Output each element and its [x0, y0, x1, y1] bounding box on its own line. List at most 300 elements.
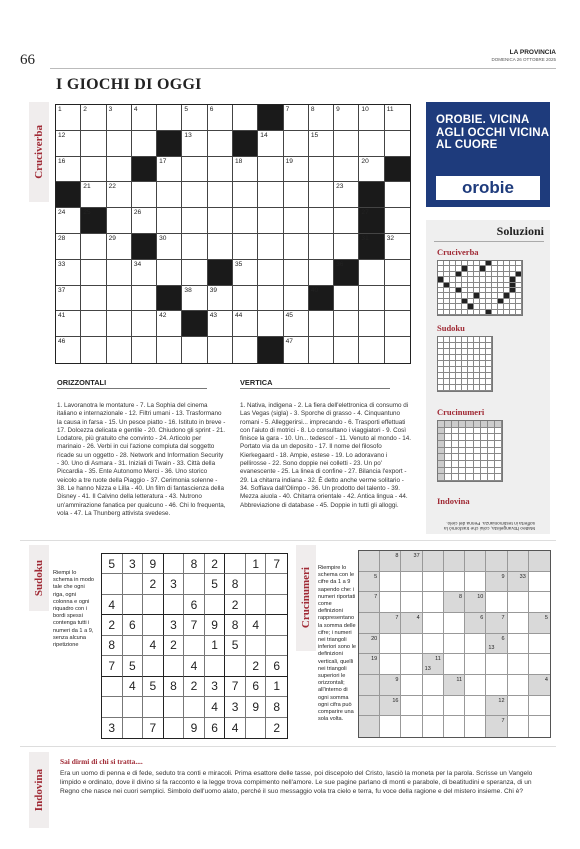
crucinumeri-cell[interactable] — [401, 572, 422, 593]
crossword-cell[interactable] — [107, 311, 132, 337]
mini-cell — [445, 428, 452, 435]
crossword-cell[interactable] — [334, 311, 359, 337]
sudoku-cell: 2 — [273, 720, 281, 735]
down-text: 1. Nativa, indigena - 2. La fiera dell'elettronica di consumo di Las Vegas (sigla) - 3. Sporche di grasso - 4. Cinquantuno romani - 5. Alleggerirsi... imprecando - 6. Trasporti effettuati con l'aiuto di motrici - 8. Lo consultano i viaggiatori - 9. Così finisce la gara - 10. Un... tedesco! - 11. Venuto al mondo - 14. Portato via da un deposito - 17. Il nome del filosofo Kierkegaard - 18. Ampie, estese - 19. Lo adoravano i pellirosse - 22. Sono doppie nei colletti - 23. Un po' evanescente - 25. La linea di confine - 27. Bilancia l'export - 29. La chitarra indiana - 32. È detto anche verme solitario - 34. Soffiava dall'Olimpo - 36. Un prodotto del talento - 39. Mezza aiuola - 40. Chitarra orientale - 42. Antica lingua - 44. Abbreviazione di database - 45. Doppie in tutti gli alloggi. — [240, 402, 412, 509]
crossword-cell[interactable] — [284, 260, 309, 286]
crossword-cell[interactable] — [334, 105, 359, 131]
sudoku-cell[interactable] — [184, 697, 205, 717]
crossword-cell[interactable] — [309, 208, 334, 234]
crossword-cell[interactable] — [81, 157, 106, 183]
mini-cell — [452, 474, 459, 481]
crossword-cell[interactable] — [385, 208, 410, 234]
sudoku-cell: 2 — [225, 595, 246, 615]
crucinumeri-clue: 12 — [498, 697, 505, 704]
mini-cell — [474, 421, 481, 428]
crossword-cell[interactable] — [208, 311, 233, 337]
crossword-cell[interactable] — [258, 157, 283, 183]
crossword-cell[interactable] — [81, 234, 106, 260]
crucinumeri-cell[interactable] — [465, 696, 486, 717]
sudoku-instructions: Riempi lo schema in modo tale che ogni riga, ogni colonna e ogni riquadro con i bordi spessi contenga tutti i numeri da 1 a 9, senza alcuna ripetizione — [53, 570, 95, 649]
crucinumeri-clue: 9 — [395, 676, 399, 683]
crucinumeri-cell[interactable] — [401, 696, 422, 717]
orobie-ad[interactable] — [426, 102, 550, 207]
sudoku-cell[interactable] — [225, 656, 246, 676]
mini-cell — [488, 421, 495, 428]
crossword-cell[interactable] — [81, 105, 106, 131]
crossword-cell[interactable] — [208, 182, 233, 208]
crossword-cell[interactable] — [385, 337, 410, 363]
crucinumeri-cell[interactable] — [444, 634, 465, 655]
crossword-cell-number: 34 — [133, 260, 142, 268]
crossword-cell[interactable] — [385, 182, 410, 208]
mini-cell — [466, 441, 473, 448]
crucinumeri-clue: 8 — [459, 594, 463, 601]
crossword-cell-number: 27 — [361, 209, 369, 217]
crucinumeri-clue-cell — [486, 634, 507, 655]
crossword-cell[interactable] — [334, 131, 359, 157]
mini-cell — [466, 428, 473, 435]
crossword-cell[interactable] — [309, 234, 334, 260]
crucinumeri-cell[interactable] — [465, 634, 486, 655]
crossword-cell[interactable] — [107, 131, 132, 157]
crossword-cell[interactable] — [284, 131, 309, 157]
crossword-cell[interactable] — [258, 311, 283, 337]
crucinumeri-cell[interactable] — [529, 634, 550, 655]
crossword-cell-number: 42 — [159, 312, 167, 320]
crucinumeri-clue: 16 — [392, 697, 399, 704]
crossword-cell[interactable] — [157, 105, 182, 131]
sudoku-cell[interactable] — [266, 636, 287, 656]
mini-cell — [438, 454, 445, 461]
newspaper-name: LA PROVINCIA — [509, 49, 556, 56]
crossword-cell[interactable] — [81, 260, 106, 286]
crossword-cell[interactable] — [56, 286, 81, 312]
mini-cell — [481, 474, 488, 481]
mini-cell — [474, 468, 481, 475]
sudoku-cell: 8 — [184, 554, 205, 574]
crossword-cell[interactable] — [334, 337, 359, 363]
crucinumeri-cell[interactable] — [508, 696, 529, 717]
crossword-cell[interactable] — [81, 182, 106, 208]
crucinumeri-cell[interactable] — [529, 654, 550, 675]
crossword-cell[interactable] — [157, 157, 182, 183]
sudoku-cell[interactable] — [123, 574, 144, 594]
crossword-cell[interactable] — [56, 208, 81, 234]
crossword-cell[interactable] — [107, 105, 132, 131]
sudoku-cell: 8 — [266, 697, 287, 717]
crossword-cell[interactable] — [233, 311, 258, 337]
sudoku-cell: 9 — [184, 718, 205, 738]
crossword-cell[interactable] — [81, 337, 106, 363]
crossword-cell-number: 43 — [209, 312, 218, 320]
sudoku-cell: 7 — [102, 656, 123, 676]
crossword-cell[interactable] — [284, 286, 309, 312]
mini-cell — [445, 441, 452, 448]
crucinumeri-cell[interactable] — [508, 613, 529, 634]
crossword-cell[interactable] — [182, 260, 207, 286]
crossword-black-cell — [359, 182, 384, 208]
crossword-cell[interactable] — [56, 311, 81, 337]
solutions-rule — [434, 241, 544, 242]
crossword-cell[interactable] — [359, 311, 384, 337]
crossword-cell[interactable] — [334, 208, 359, 234]
crucinumeri-clue-cell — [529, 675, 550, 696]
sudoku-cell: 2 — [184, 677, 205, 697]
mini-cell — [495, 461, 502, 468]
crossword-cell[interactable] — [107, 337, 132, 363]
crucinumeri-cell[interactable] — [508, 634, 529, 655]
crossword-cell[interactable] — [284, 105, 309, 131]
crossword-cell[interactable] — [385, 286, 410, 312]
crossword-cell[interactable] — [132, 131, 157, 157]
section-divider-2 — [20, 746, 556, 747]
sudoku-cell[interactable] — [143, 595, 164, 615]
crossword-cell[interactable] — [309, 131, 334, 157]
crossword-cell[interactable] — [309, 337, 334, 363]
mini-cell — [459, 461, 466, 468]
sudoku-cell: 9 — [246, 697, 267, 717]
crossword-cell[interactable] — [157, 208, 182, 234]
sudoku-cell[interactable] — [246, 636, 267, 656]
crucinumeri-clue: 8 — [395, 553, 399, 559]
crossword-cell[interactable] — [208, 286, 233, 312]
crucinumeri-cell[interactable] — [465, 675, 486, 696]
crossword-cell[interactable] — [132, 311, 157, 337]
crossword-cell[interactable] — [334, 157, 359, 183]
crossword-cell-number: 46 — [58, 338, 66, 346]
crossword-cell[interactable] — [132, 105, 157, 131]
crucinumeri-cell[interactable] — [380, 654, 401, 675]
crossword-cell[interactable] — [208, 337, 233, 363]
crucinumeri-cell[interactable] — [423, 675, 444, 696]
crucinumeri-cell[interactable] — [444, 654, 465, 675]
crucinumeri-cell[interactable] — [423, 716, 444, 737]
crucinumeri-instructions: Riempire lo schema con le cifre da 1 a 9 sapendo che: i numeri riportati come definizioni rappresentano la somma delle cifre; i numeri nei triangoli inferiori sono le definizioni verticali, quelli nei triangoli superiori le orizzontali; all'interno di ogni somma ogni cifra può comparire una sola volta. — [318, 565, 356, 723]
crossword-cell-number: 37 — [58, 286, 66, 294]
crossword-cell[interactable] — [107, 208, 132, 234]
crucinumeri-clue: 7 — [501, 718, 505, 725]
crucinumeri-cell[interactable] — [423, 592, 444, 613]
crucinumeri-cell[interactable] — [380, 634, 401, 655]
sudoku-cell[interactable] — [123, 718, 144, 738]
mini-cell — [466, 421, 473, 428]
sudoku-cell[interactable] — [266, 595, 287, 615]
crossword-cell[interactable] — [233, 182, 258, 208]
sudoku-cell: 4 — [143, 636, 164, 656]
crossword-cell[interactable] — [182, 337, 207, 363]
crossword-cell[interactable] — [309, 311, 334, 337]
crossword-cell-number: 2 — [83, 106, 87, 113]
sudoku-cell[interactable] — [184, 636, 205, 656]
crucinumeri-cell — [359, 675, 380, 696]
crucinumeri-clue-cell — [380, 613, 401, 634]
crossword-cell[interactable] — [284, 311, 309, 337]
sudoku-cell[interactable] — [164, 554, 185, 574]
crossword-grid[interactable] — [55, 104, 411, 364]
mini-cell — [488, 461, 495, 468]
crossword-cell[interactable] — [56, 234, 81, 260]
sudoku-cell[interactable] — [164, 656, 185, 676]
crucinumeri-clue: 19 — [371, 656, 378, 663]
crossword-cell[interactable] — [309, 157, 334, 183]
page-title: I GIOCHI DI OGGI — [56, 76, 202, 93]
crossword-cell[interactable] — [309, 260, 334, 286]
sudoku-cell[interactable] — [102, 697, 123, 717]
crossword-cell[interactable] — [334, 286, 359, 312]
crucinumeri-cell[interactable] — [508, 592, 529, 613]
sudoku-cell: 7 — [225, 677, 246, 697]
crossword-cell[interactable] — [359, 260, 384, 286]
crucinumeri-cell[interactable] — [465, 572, 486, 593]
crucinumeri-clue-cell — [486, 716, 507, 737]
crossword-cell[interactable] — [182, 286, 207, 312]
crucinumeri-cell[interactable] — [508, 675, 529, 696]
crossword-cell[interactable] — [208, 131, 233, 157]
crossword-cell[interactable] — [157, 234, 182, 260]
mini-cell — [495, 468, 502, 475]
mini-cell — [445, 454, 452, 461]
crossword-cell[interactable] — [107, 260, 132, 286]
crossword-cell[interactable] — [258, 182, 283, 208]
crossword-cell[interactable] — [56, 131, 81, 157]
mini-cell — [438, 441, 445, 448]
crucinumeri-cell[interactable] — [486, 592, 507, 613]
sudoku-cell: 3 — [164, 615, 185, 635]
section-divider — [20, 540, 556, 541]
crossword-cell[interactable] — [309, 105, 334, 131]
crossword-cell[interactable] — [56, 105, 81, 131]
crossword-black-cell — [233, 131, 258, 157]
crossword-cell[interactable] — [107, 157, 132, 183]
crucinumeri-cell[interactable] — [423, 634, 444, 655]
mini-cell — [466, 454, 473, 461]
sudoku-cell[interactable] — [246, 574, 267, 594]
crossword-cell[interactable] — [385, 260, 410, 286]
crossword-cell[interactable] — [132, 337, 157, 363]
crucinumeri-cell[interactable] — [401, 654, 422, 675]
crucinumeri-cell[interactable] — [529, 572, 550, 593]
crossword-cell[interactable] — [157, 260, 182, 286]
crossword-cell-number: 33 — [58, 260, 66, 268]
crossword-cell[interactable] — [56, 260, 81, 286]
crossword-cell[interactable] — [107, 182, 132, 208]
crossword-cell[interactable] — [258, 286, 283, 312]
crossword-cell[interactable] — [233, 260, 258, 286]
crucinumeri-cell[interactable] — [465, 654, 486, 675]
crossword-cell[interactable] — [334, 182, 359, 208]
crucinumeri-cell — [359, 696, 380, 717]
crucinumeri-clue: 6 — [501, 635, 505, 642]
crossword-cell[interactable] — [182, 208, 207, 234]
crossword-cell[interactable] — [233, 208, 258, 234]
crucinumeri-cell[interactable] — [444, 613, 465, 634]
crossword-cell[interactable] — [182, 182, 207, 208]
crucinumeri-cell[interactable] — [508, 654, 529, 675]
crucinumeri-clue-cell — [359, 572, 380, 593]
crossword-cell[interactable] — [182, 157, 207, 183]
mini-cell — [481, 434, 488, 441]
crossword-cell[interactable] — [385, 311, 410, 337]
crossword-cell[interactable] — [132, 286, 157, 312]
crossword-cell[interactable] — [107, 234, 132, 260]
crucinumeri-cell[interactable] — [444, 716, 465, 737]
crossword-cell[interactable] — [56, 157, 81, 183]
sudoku-cell[interactable] — [246, 718, 267, 738]
crossword-cell-number: 14 — [260, 131, 268, 139]
crucinumeri-grid[interactable] — [358, 550, 551, 738]
crucinumeri-cell[interactable] — [423, 696, 444, 717]
crossword-cell[interactable] — [132, 182, 157, 208]
sudoku-cell[interactable] — [246, 595, 267, 615]
crossword-cell[interactable] — [284, 182, 309, 208]
crossword-cell[interactable] — [258, 260, 283, 286]
crossword-cell[interactable] — [208, 234, 233, 260]
crucinumeri-cell[interactable] — [380, 592, 401, 613]
down-clues — [240, 378, 412, 510]
sudoku-cell[interactable] — [102, 574, 123, 594]
crucinumeri-clue-cell — [508, 572, 529, 593]
sudoku-cell: 8 — [102, 636, 123, 656]
sudoku-cell[interactable] — [123, 697, 144, 717]
crucinumeri-cell[interactable] — [401, 634, 422, 655]
crossword-cell[interactable] — [132, 208, 157, 234]
crucinumeri-cell[interactable] — [529, 592, 550, 613]
crossword-cell[interactable] — [258, 131, 283, 157]
sudoku-cell[interactable] — [266, 574, 287, 594]
sudoku-cell[interactable] — [225, 554, 246, 574]
crossword-cell[interactable] — [233, 105, 258, 131]
crossword-cell[interactable] — [385, 131, 410, 157]
crossword-cell[interactable] — [208, 105, 233, 131]
sudoku-cell[interactable] — [143, 656, 164, 676]
sudoku-cell[interactable] — [164, 595, 185, 615]
crucinumeri-cell[interactable] — [401, 675, 422, 696]
crossword-cell[interactable] — [157, 337, 182, 363]
sudoku-cell[interactable] — [205, 656, 226, 676]
crucinumeri-cell[interactable] — [486, 675, 507, 696]
tab-indovina: Indovina — [29, 752, 49, 828]
mini-cell — [481, 468, 488, 475]
sudoku-cell[interactable] — [102, 677, 123, 697]
crossword-cell[interactable] — [157, 182, 182, 208]
crossword-cell[interactable] — [182, 131, 207, 157]
sudoku-cell[interactable] — [205, 595, 226, 615]
crossword-cell[interactable] — [233, 157, 258, 183]
sudoku-cell[interactable] — [123, 636, 144, 656]
crossword-cell[interactable] — [208, 157, 233, 183]
mini-cell — [459, 454, 466, 461]
crucinumeri-clue-cell — [359, 592, 380, 613]
crossword-cell[interactable] — [132, 260, 157, 286]
crucinumeri-cell[interactable] — [401, 592, 422, 613]
crossword-cell-number: 44 — [235, 312, 243, 320]
crossword-cell[interactable] — [359, 337, 384, 363]
crucinumeri-cell[interactable] — [444, 696, 465, 717]
crucinumeri-clue: 9 — [501, 573, 505, 580]
crucinumeri-cell[interactable] — [486, 654, 507, 675]
crucinumeri-cell[interactable] — [423, 613, 444, 634]
crossword-cell[interactable] — [284, 208, 309, 234]
crucinumeri-cell[interactable] — [423, 572, 444, 593]
crossword-cell[interactable] — [258, 234, 283, 260]
crossword-cell[interactable] — [182, 234, 207, 260]
crucinumeri-cell[interactable] — [465, 716, 486, 737]
sudoku-cell[interactable] — [143, 697, 164, 717]
crossword-cell[interactable] — [258, 208, 283, 234]
crossword-cell[interactable] — [81, 131, 106, 157]
solutions-panel — [426, 220, 550, 534]
sudoku-cell[interactable] — [143, 615, 164, 635]
crossword-cell[interactable] — [56, 337, 81, 363]
crossword-cell[interactable] — [284, 157, 309, 183]
crucinumeri-cell[interactable] — [508, 716, 529, 737]
crossword-cell[interactable] — [284, 234, 309, 260]
crossword-cell[interactable] — [81, 286, 106, 312]
crucinumeri-cell[interactable] — [380, 716, 401, 737]
crucinumeri-cell[interactable] — [401, 716, 422, 737]
mini-cell — [488, 448, 495, 455]
crossword-cell[interactable] — [284, 337, 309, 363]
crossword-cell[interactable] — [182, 105, 207, 131]
crossword-cell[interactable] — [107, 286, 132, 312]
sudoku-cell[interactable] — [266, 615, 287, 635]
sudoku-cell[interactable] — [123, 595, 144, 615]
crossword-cell-number: 13 — [184, 131, 192, 139]
crossword-cell[interactable] — [233, 337, 258, 363]
mini-cell — [474, 474, 481, 481]
mini-cell — [495, 421, 502, 428]
crucinumeri-clue: 37 — [413, 553, 420, 559]
tab-cruciverba: Cruciverba — [29, 102, 49, 202]
crucinumeri-cell[interactable] — [444, 572, 465, 593]
crossword-cell[interactable] — [81, 311, 106, 337]
crossword-cell[interactable] — [233, 286, 258, 312]
mini-cell — [459, 448, 466, 455]
sudoku-grid[interactable] — [101, 553, 288, 739]
crucinumeri-clue-cell — [444, 592, 465, 613]
tab-sudoku: Sudoku — [29, 545, 49, 611]
crossword-cell[interactable] — [359, 157, 384, 183]
solution-indovina-text: Matteo l'Evangelista, colui che trasformò la sofferta in testimonianza. Penna del cielo. — [443, 520, 535, 530]
solutions-title: Soluzioni — [496, 224, 544, 238]
sudoku-cell: 6 — [246, 677, 267, 697]
crossword-cell[interactable] — [208, 208, 233, 234]
crossword-cell[interactable] — [233, 234, 258, 260]
crossword-cell-number: 19 — [285, 157, 293, 165]
mini-cell — [452, 421, 459, 428]
crossword-cell[interactable] — [359, 105, 384, 131]
crucinumeri-cell[interactable] — [380, 572, 401, 593]
crucinumeri-cell[interactable] — [529, 696, 550, 717]
crossword-cell[interactable] — [359, 131, 384, 157]
crucinumeri-cell[interactable] — [529, 716, 550, 737]
mini-cell — [452, 468, 459, 475]
mini-cell — [481, 421, 488, 428]
crossword-cell[interactable] — [157, 311, 182, 337]
crossword-cell[interactable] — [385, 105, 410, 131]
crossword-cell[interactable] — [309, 182, 334, 208]
mini-cell — [474, 441, 481, 448]
sudoku-cell[interactable] — [184, 574, 205, 594]
sudoku-cell[interactable] — [164, 718, 185, 738]
crossword-cell-number: 1 — [58, 106, 62, 113]
crossword-cell[interactable] — [359, 286, 384, 312]
across-text: 1. Lavoranotra le montature - 7. La Sophia del cinema italiano e internazionale - 12. Filtri umani - 13. Trasformano la causa in farsa - 15. Un pesce piatto - 16. Istituto in breve - 17. Dolcezza delicata e gentile - 20. Chiudono gli sprint - 21. Lodatore, più gratuito che convinto - 24. Articolo per marinaio - 26. Verbi in cui l'azione compiuta dal soggetto ricade su un oggetto - 28. Network and Information Security - 30. Uno di Asmara - 31. Iniziali di Twain - 33. Città della Piccardia - 35. Ente Autonomo Merci - 36. Uno storico veicolo a tre ruote della Piaggio - 37. Cerimonia solenne - 38. Le hanno Nizza e Lilla - 40. Un film di fantascienza della Disney - 41. Il Calvino della letteratura - 43. Nutrono un'ammirazione fanatica per qualcuno - 46. Chi lo frequenta, vola - 47. La Thunberg attivista svedese. — [57, 402, 226, 517]
crossword-cell[interactable] — [385, 234, 410, 260]
sudoku-cell[interactable] — [164, 697, 185, 717]
crossword-cell-number: 39 — [209, 286, 218, 294]
crossword-cell[interactable] — [334, 234, 359, 260]
